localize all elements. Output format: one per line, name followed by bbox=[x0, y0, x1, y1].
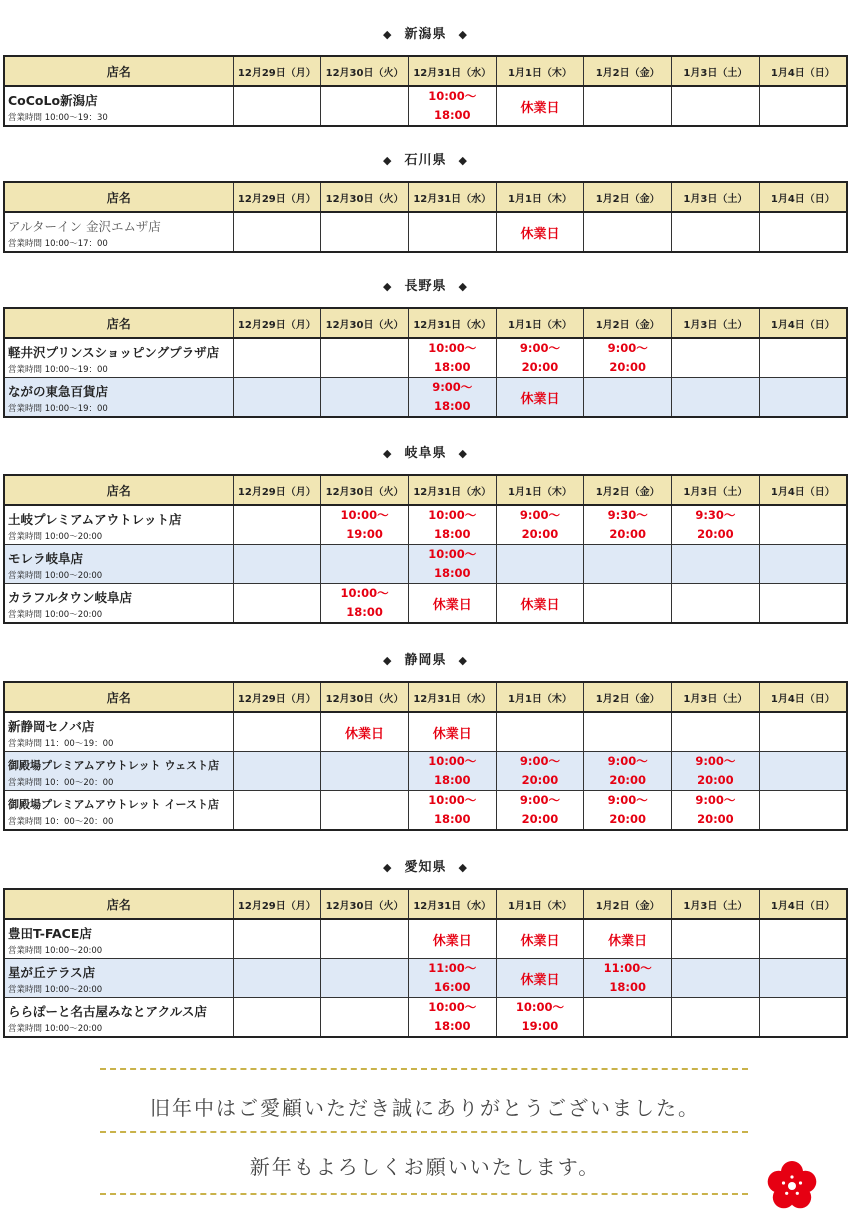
region-name: 長野県 bbox=[404, 279, 447, 294]
store-name: カラフルタウン岐阜店 bbox=[8, 590, 133, 605]
day-cell bbox=[496, 919, 584, 959]
region-title bbox=[3, 651, 848, 671]
diamond-icon: ◆ bbox=[383, 28, 393, 41]
close-time: 18:00 bbox=[346, 605, 383, 619]
close-time: 18:00 bbox=[433, 1019, 471, 1033]
store-cell bbox=[4, 584, 233, 624]
table-row bbox=[4, 212, 847, 252]
date-header: 12月30日（火） bbox=[321, 475, 409, 505]
day-cell bbox=[496, 86, 584, 126]
day-cell bbox=[584, 959, 672, 998]
date-header: 12月31日（水） bbox=[408, 182, 496, 212]
store-hours: 営業時間 10:00〜17：00 bbox=[8, 239, 108, 249]
store-cell bbox=[4, 212, 233, 252]
day-cell bbox=[584, 505, 672, 545]
dashed-divider bbox=[100, 1068, 748, 1070]
store-name: 星が丘テラス店 bbox=[8, 965, 96, 980]
day-cell bbox=[759, 791, 847, 831]
close-time: 20:00 bbox=[609, 773, 646, 787]
region-name: 岐阜県 bbox=[404, 446, 447, 461]
day-cell bbox=[408, 959, 496, 998]
store-cell bbox=[4, 752, 233, 791]
store-hours: 営業時間 10:00〜20:00 bbox=[8, 532, 103, 542]
closed-label: 休業日 bbox=[432, 933, 472, 949]
day-cell bbox=[672, 545, 760, 584]
dashed-divider bbox=[100, 1131, 748, 1133]
table-row bbox=[4, 712, 847, 752]
date-header: 12月29日（月） bbox=[233, 682, 321, 712]
day-cell bbox=[759, 505, 847, 545]
day-cell bbox=[672, 212, 760, 252]
store-name: ながの東急百貨店 bbox=[8, 384, 109, 399]
day-cell bbox=[496, 959, 584, 998]
day-cell bbox=[233, 545, 321, 584]
close-time: 20:00 bbox=[609, 527, 646, 541]
store-hours: 営業時間 10：00〜20：00 bbox=[8, 778, 114, 788]
day-cell bbox=[759, 545, 847, 584]
table-row bbox=[4, 919, 847, 959]
day-cell bbox=[321, 959, 409, 998]
close-time: 20:00 bbox=[609, 360, 646, 374]
day-cell bbox=[584, 338, 672, 378]
greeting-line-2: 新年もよろしくお願いいたします。 bbox=[249, 1155, 601, 1179]
day-cell bbox=[672, 959, 760, 998]
diamond-icon: ◆ bbox=[458, 447, 468, 460]
closed-label: 休業日 bbox=[520, 226, 560, 242]
date-header: 1月3日（土） bbox=[672, 682, 760, 712]
open-time: 9:00〜 bbox=[519, 508, 561, 522]
day-cell bbox=[672, 338, 760, 378]
store-hours: 営業時間 10:00〜20:00 bbox=[8, 571, 103, 581]
day-cell bbox=[408, 212, 496, 252]
day-cell bbox=[321, 86, 409, 126]
open-time: 11:00〜 bbox=[603, 961, 652, 975]
diamond-icon: ◆ bbox=[458, 861, 468, 874]
closed-label: 休業日 bbox=[520, 933, 560, 949]
store-name: 土岐プレミアムアウトレット店 bbox=[8, 512, 182, 527]
day-cell bbox=[584, 998, 672, 1038]
open-time: 10:00〜 bbox=[340, 586, 389, 600]
day-cell bbox=[496, 338, 584, 378]
store-name: アルターイン 金沢エムザ店 bbox=[8, 219, 161, 234]
schedule-table bbox=[3, 181, 848, 253]
date-header: 12月30日（火） bbox=[321, 889, 409, 919]
closed-label: 休業日 bbox=[520, 100, 560, 116]
open-time: 10:00〜 bbox=[340, 508, 389, 522]
open-time: 9:00〜 bbox=[519, 754, 561, 768]
store-name: ららぽーと名古屋みなとアクルス店 bbox=[8, 1004, 207, 1019]
store-hours: 営業時間 10:00〜20:00 bbox=[8, 610, 103, 620]
day-cell bbox=[672, 712, 760, 752]
store-cell bbox=[4, 338, 233, 378]
open-time: 10:00〜 bbox=[428, 793, 477, 807]
day-cell bbox=[321, 998, 409, 1038]
store-cell bbox=[4, 86, 233, 126]
store-cell bbox=[4, 505, 233, 545]
day-cell bbox=[584, 791, 672, 831]
day-cell bbox=[408, 505, 496, 545]
header-row bbox=[4, 682, 847, 712]
store-cell bbox=[4, 712, 233, 752]
date-header: 12月29日（月） bbox=[233, 475, 321, 505]
day-cell bbox=[496, 545, 584, 584]
day-cell bbox=[496, 212, 584, 252]
date-header: 1月2日（金） bbox=[584, 182, 672, 212]
day-cell bbox=[408, 919, 496, 959]
close-time: 20:00 bbox=[697, 773, 734, 787]
diamond-icon: ◆ bbox=[458, 654, 468, 667]
date-header: 1月3日（土） bbox=[672, 56, 760, 86]
date-header: 1月1日（木） bbox=[496, 889, 584, 919]
close-time: 18:00 bbox=[433, 527, 471, 541]
diamond-icon: ◆ bbox=[458, 280, 468, 293]
closed-label: 休業日 bbox=[432, 597, 472, 613]
open-time: 9:30〜 bbox=[607, 508, 648, 522]
header-row bbox=[4, 475, 847, 505]
open-time: 10:00〜 bbox=[428, 1000, 477, 1014]
close-time: 19:00 bbox=[521, 1019, 559, 1033]
day-cell bbox=[584, 752, 672, 791]
date-header: 1月2日（金） bbox=[584, 682, 672, 712]
close-time: 18:00 bbox=[433, 566, 471, 580]
day-cell bbox=[759, 212, 847, 252]
store-cell bbox=[4, 545, 233, 584]
day-cell bbox=[584, 545, 672, 584]
store-name: 御殿場プレミアムアウトレット ウェスト店 bbox=[8, 759, 220, 772]
store-name: 豊田T-FACE店 bbox=[8, 926, 92, 941]
open-time: 9:30〜 bbox=[695, 508, 736, 522]
region-name: 静岡県 bbox=[404, 653, 447, 668]
date-header: 1月2日（金） bbox=[584, 475, 672, 505]
region-name: 新潟県 bbox=[404, 27, 447, 42]
day-cell bbox=[672, 584, 760, 624]
store-hours: 営業時間 10:00〜19：30 bbox=[8, 113, 108, 123]
day-cell bbox=[408, 998, 496, 1038]
store-cell bbox=[4, 959, 233, 998]
day-cell bbox=[496, 505, 584, 545]
day-cell bbox=[233, 752, 321, 791]
close-time: 20:00 bbox=[521, 527, 559, 541]
day-cell bbox=[321, 752, 409, 791]
table-row bbox=[4, 545, 847, 584]
closed-label: 休業日 bbox=[520, 391, 560, 407]
day-cell bbox=[496, 712, 584, 752]
day-cell bbox=[321, 338, 409, 378]
day-cell bbox=[672, 378, 760, 418]
close-time: 20:00 bbox=[697, 527, 734, 541]
day-cell bbox=[759, 919, 847, 959]
date-header: 12月29日（月） bbox=[233, 56, 321, 86]
day-cell bbox=[584, 378, 672, 418]
open-time: 9:00〜 bbox=[607, 754, 648, 768]
header-row bbox=[4, 182, 847, 212]
date-header: 1月3日（土） bbox=[672, 475, 760, 505]
day-cell bbox=[408, 338, 496, 378]
store-column-header: 店名 bbox=[4, 475, 233, 505]
open-time: 11:00〜 bbox=[428, 961, 477, 975]
table-row bbox=[4, 998, 847, 1038]
table-row bbox=[4, 584, 847, 624]
date-header: 1月4日（日） bbox=[759, 475, 847, 505]
date-header: 12月31日（水） bbox=[408, 56, 496, 86]
region-title bbox=[3, 277, 848, 297]
day-cell bbox=[233, 791, 321, 831]
open-time: 10:00〜 bbox=[428, 547, 477, 561]
open-time: 10:00〜 bbox=[428, 341, 477, 355]
store-cell bbox=[4, 791, 233, 831]
region-name: 愛知県 bbox=[404, 860, 447, 875]
date-header: 12月31日（水） bbox=[408, 475, 496, 505]
day-cell bbox=[672, 86, 760, 126]
day-cell bbox=[321, 791, 409, 831]
day-cell bbox=[233, 959, 321, 998]
day-cell bbox=[321, 919, 409, 959]
day-cell bbox=[321, 505, 409, 545]
day-cell bbox=[408, 584, 496, 624]
store-column-header: 店名 bbox=[4, 56, 233, 86]
store-hours: 営業時間 10：00〜20：00 bbox=[8, 817, 114, 827]
table-row bbox=[4, 791, 847, 831]
store-hours: 営業時間 10:00〜19：00 bbox=[8, 404, 108, 414]
store-cell bbox=[4, 378, 233, 418]
region-niigata bbox=[3, 25, 848, 127]
open-time: 10:00〜 bbox=[428, 508, 477, 522]
store-column-header: 店名 bbox=[4, 889, 233, 919]
store-name: モレラ岐阜店 bbox=[8, 551, 84, 566]
table-row bbox=[4, 752, 847, 791]
date-header: 1月3日（土） bbox=[672, 889, 760, 919]
day-cell bbox=[496, 998, 584, 1038]
date-header: 12月29日（月） bbox=[233, 308, 321, 338]
region-ishikawa bbox=[3, 151, 848, 253]
day-cell bbox=[233, 86, 321, 126]
store-name: 軽井沢プリンスショッピングプラザ店 bbox=[8, 345, 220, 360]
date-header: 12月31日（水） bbox=[408, 682, 496, 712]
diamond-icon: ◆ bbox=[383, 861, 393, 874]
day-cell bbox=[584, 584, 672, 624]
close-time: 20:00 bbox=[521, 773, 559, 787]
day-cell bbox=[496, 378, 584, 418]
date-header: 12月31日（水） bbox=[408, 889, 496, 919]
close-time: 20:00 bbox=[697, 812, 734, 826]
date-header: 12月31日（水） bbox=[408, 308, 496, 338]
day-cell bbox=[759, 959, 847, 998]
close-time: 20:00 bbox=[521, 812, 559, 826]
open-time: 9:00〜 bbox=[607, 341, 648, 355]
region-name: 石川県 bbox=[404, 153, 447, 168]
region-title bbox=[3, 858, 848, 878]
close-time: 19:00 bbox=[346, 527, 383, 541]
day-cell bbox=[759, 712, 847, 752]
diamond-icon: ◆ bbox=[383, 280, 393, 293]
day-cell bbox=[759, 752, 847, 791]
schedule-table bbox=[3, 307, 848, 418]
header-row bbox=[4, 308, 847, 338]
schedule-table bbox=[3, 474, 848, 624]
schedule-table bbox=[3, 681, 848, 831]
diamond-icon: ◆ bbox=[383, 447, 393, 460]
store-column-header: 店名 bbox=[4, 682, 233, 712]
region-shizuoka bbox=[3, 651, 848, 831]
store-hours: 営業時間 10:00〜20:00 bbox=[8, 1024, 103, 1034]
greeting-line-1: 旧年中はご愛顧いただき誠にありがとうございました。 bbox=[150, 1096, 700, 1120]
closed-label: 休業日 bbox=[432, 726, 472, 742]
day-cell bbox=[584, 712, 672, 752]
day-cell bbox=[584, 919, 672, 959]
date-header: 12月30日（火） bbox=[321, 308, 409, 338]
date-header: 1月4日（日） bbox=[759, 182, 847, 212]
store-cell bbox=[4, 919, 233, 959]
open-time: 9:00〜 bbox=[695, 754, 736, 768]
date-header: 12月29日（月） bbox=[233, 182, 321, 212]
day-cell bbox=[672, 919, 760, 959]
region-nagano bbox=[3, 277, 848, 418]
table-row bbox=[4, 959, 847, 998]
day-cell bbox=[672, 998, 760, 1038]
date-header: 1月4日（日） bbox=[759, 682, 847, 712]
date-header: 1月3日（土） bbox=[672, 182, 760, 212]
day-cell bbox=[496, 752, 584, 791]
close-time: 18:00 bbox=[433, 360, 471, 374]
day-cell bbox=[233, 505, 321, 545]
table-row bbox=[4, 338, 847, 378]
date-header: 1月3日（土） bbox=[672, 308, 760, 338]
day-cell bbox=[759, 338, 847, 378]
open-time: 9:00〜 bbox=[519, 341, 561, 355]
region-title bbox=[3, 25, 848, 45]
day-cell bbox=[233, 919, 321, 959]
date-header: 1月1日（木） bbox=[496, 475, 584, 505]
region-title bbox=[3, 151, 848, 171]
date-header: 1月2日（金） bbox=[584, 308, 672, 338]
region-title bbox=[3, 444, 848, 464]
close-time: 20:00 bbox=[521, 360, 559, 374]
header-row bbox=[4, 889, 847, 919]
day-cell bbox=[408, 378, 496, 418]
day-cell bbox=[408, 545, 496, 584]
day-cell bbox=[759, 998, 847, 1038]
close-time: 18:00 bbox=[609, 980, 646, 994]
date-header: 1月4日（日） bbox=[759, 889, 847, 919]
store-hours: 営業時間 10:00〜19：00 bbox=[8, 365, 108, 375]
region-aichi bbox=[3, 858, 848, 1038]
closed-label: 休業日 bbox=[520, 597, 560, 613]
diamond-icon: ◆ bbox=[383, 654, 393, 667]
store-name: 新静岡セノバ店 bbox=[8, 719, 95, 734]
day-cell bbox=[408, 752, 496, 791]
day-cell bbox=[321, 712, 409, 752]
day-cell bbox=[496, 791, 584, 831]
date-header: 1月1日（木） bbox=[496, 182, 584, 212]
date-header: 1月4日（日） bbox=[759, 56, 847, 86]
open-time: 10:00〜 bbox=[428, 754, 477, 768]
day-cell bbox=[672, 505, 760, 545]
date-header: 12月30日（火） bbox=[321, 182, 409, 212]
day-cell bbox=[321, 584, 409, 624]
closed-label: 休業日 bbox=[345, 726, 385, 742]
date-header: 1月1日（木） bbox=[496, 682, 584, 712]
store-name: 御殿場プレミアムアウトレット イースト店 bbox=[8, 798, 219, 811]
day-cell bbox=[321, 545, 409, 584]
diamond-icon: ◆ bbox=[458, 28, 468, 41]
date-header: 12月30日（火） bbox=[321, 682, 409, 712]
close-time: 18:00 bbox=[433, 773, 471, 787]
open-time: 10:00〜 bbox=[428, 89, 477, 103]
day-cell bbox=[408, 791, 496, 831]
store-cell bbox=[4, 998, 233, 1038]
close-time: 20:00 bbox=[609, 812, 646, 826]
region-gifu bbox=[3, 444, 848, 624]
day-cell bbox=[233, 212, 321, 252]
close-time: 18:00 bbox=[433, 812, 471, 826]
date-header: 1月1日（木） bbox=[496, 308, 584, 338]
plum-blossom-icon bbox=[766, 1160, 818, 1212]
day-cell bbox=[584, 86, 672, 126]
date-header: 12月29日（月） bbox=[233, 889, 321, 919]
dashed-divider bbox=[100, 1193, 748, 1195]
day-cell bbox=[321, 378, 409, 418]
diamond-icon: ◆ bbox=[383, 154, 393, 167]
date-header: 1月1日（木） bbox=[496, 56, 584, 86]
day-cell bbox=[672, 791, 760, 831]
store-column-header: 店名 bbox=[4, 308, 233, 338]
open-time: 9:00〜 bbox=[432, 380, 473, 394]
open-time: 9:00〜 bbox=[607, 793, 648, 807]
day-cell bbox=[233, 338, 321, 378]
day-cell bbox=[584, 212, 672, 252]
day-cell bbox=[759, 86, 847, 126]
closed-label: 休業日 bbox=[608, 933, 648, 949]
day-cell bbox=[759, 584, 847, 624]
day-cell bbox=[759, 378, 847, 418]
schedule-table bbox=[3, 888, 848, 1038]
day-cell bbox=[408, 86, 496, 126]
date-header: 1月2日（金） bbox=[584, 889, 672, 919]
close-time: 18:00 bbox=[433, 108, 471, 122]
date-header: 1月2日（金） bbox=[584, 56, 672, 86]
table-row bbox=[4, 378, 847, 418]
diamond-icon: ◆ bbox=[458, 154, 468, 167]
open-time: 9:00〜 bbox=[519, 793, 561, 807]
store-hours: 営業時間 10:00〜20:00 bbox=[8, 985, 103, 995]
day-cell bbox=[496, 584, 584, 624]
day-cell bbox=[233, 584, 321, 624]
table-row bbox=[4, 505, 847, 545]
day-cell bbox=[233, 378, 321, 418]
day-cell bbox=[321, 212, 409, 252]
day-cell bbox=[408, 712, 496, 752]
day-cell bbox=[672, 752, 760, 791]
schedule-table bbox=[3, 55, 848, 127]
date-header: 12月30日（火） bbox=[321, 56, 409, 86]
closed-label: 休業日 bbox=[520, 972, 560, 988]
open-time: 9:00〜 bbox=[695, 793, 736, 807]
date-header: 1月4日（日） bbox=[759, 308, 847, 338]
store-hours: 営業時間 10:00〜20:00 bbox=[8, 946, 103, 956]
day-cell bbox=[233, 998, 321, 1038]
day-cell bbox=[233, 712, 321, 752]
store-hours: 営業時間 11：00〜19：00 bbox=[8, 739, 114, 749]
close-time: 16:00 bbox=[433, 980, 471, 994]
open-time: 10:00〜 bbox=[515, 1000, 565, 1014]
table-row bbox=[4, 86, 847, 126]
store-column-header: 店名 bbox=[4, 182, 233, 212]
close-time: 18:00 bbox=[433, 399, 471, 413]
header-row bbox=[4, 56, 847, 86]
store-name: CoCoLo新潟店 bbox=[8, 93, 98, 108]
